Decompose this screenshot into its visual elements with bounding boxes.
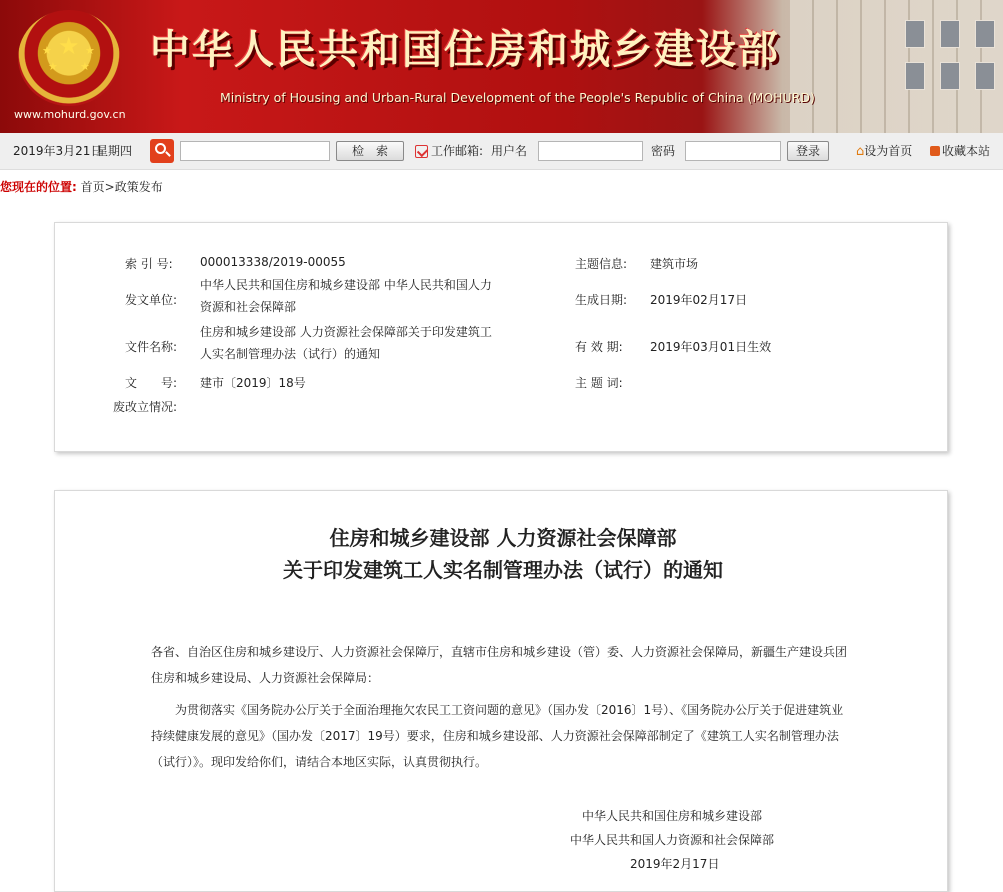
national-emblem-logo[interactable]: ★ ★ ★ ★ ★	[18, 10, 120, 106]
site-url: www.mohurd.gov.cn	[14, 108, 126, 121]
signer-mohrss: 中华人民共和国人力资源和社会保障部	[570, 833, 775, 847]
signer-mohurd: 中华人民共和国住房和城乡建设部	[582, 809, 763, 823]
site-subtitle: Ministry of Housing and Urban-Rural Development of the People's Republic of China (MOHURD)	[220, 90, 815, 105]
banner-window	[940, 62, 960, 90]
breadcrumb	[0, 178, 163, 195]
set-homepage-label: 设为首页	[864, 144, 913, 158]
signature-date: 2019年2月17日	[630, 857, 720, 871]
current-date: 2019年3月21日	[13, 144, 103, 158]
search-button[interactable]: 检 索	[336, 141, 404, 161]
document-body: 为贯彻落实《国务院办公厅关于全面治理拖欠农民工工资问题的意见》（国办发〔2016〕1号）、《国务院办公厅关于促进建筑业持续健康发展的意见》（国办发〔2017〕19号）要求，住房和城乡建设部、人力资源社会保障部制定了《建筑工人实名制管理办法（试行）》。现印发给你们，请结合本地区实际，认真贯彻执行。	[151, 703, 844, 769]
doc-number-value: 建市〔2019〕18号	[200, 376, 306, 390]
breadcrumb-current-link[interactable]: 政策发布	[114, 180, 163, 194]
email-icon	[415, 145, 428, 158]
topic-value: 建筑市场	[650, 257, 699, 271]
banner-window	[975, 20, 995, 48]
site-banner	[0, 0, 1003, 133]
document-content-panel	[54, 490, 948, 892]
banner-window	[905, 62, 925, 90]
password-label: 密码	[651, 144, 676, 158]
keywords-label: 主 题 词:	[575, 376, 623, 390]
home-icon: ⌂	[856, 144, 865, 159]
banner-building-image	[790, 0, 1003, 133]
revision-status-label: 废改立情况:	[113, 400, 178, 414]
site-title: 中华人民共和国住房和城乡建设部	[150, 26, 780, 73]
breadcrumb-separator: >	[104, 180, 115, 194]
created-date-value: 2019年02月17日	[650, 293, 748, 307]
current-weekday: 星期四	[96, 144, 133, 158]
username-input[interactable]	[538, 141, 643, 161]
bookmark-label: 收藏本站	[942, 144, 991, 158]
document-title-line1: 住房和城乡建设部 人力资源社会保障部	[329, 526, 677, 550]
breadcrumb-home-link[interactable]: 首页	[80, 180, 105, 194]
bookmark-link[interactable]	[930, 133, 990, 169]
search-handle	[165, 151, 171, 157]
document-salutation: 各省、自治区住房和城乡建设厅、人力资源社会保障厅，直辖市住房和城乡建设（管）委、人力资源社会保障局，新疆生产建设兵团住房和城乡建设局、人力资源社会保障局：	[151, 645, 848, 685]
banner-window	[975, 62, 995, 90]
document-metadata-panel	[54, 222, 948, 452]
index-number-label: 索 引 号:	[125, 257, 173, 271]
set-homepage-link[interactable]	[856, 133, 912, 170]
login-button[interactable]: 登录	[787, 141, 829, 161]
banner-window	[905, 20, 925, 48]
topic-label: 主题信息:	[575, 257, 628, 271]
document-title-line2: 关于印发建筑工人实名制管理办法（试行）的通知	[283, 558, 723, 582]
top-toolbar	[0, 133, 1003, 170]
password-input[interactable]	[685, 141, 781, 161]
created-date-label: 生成日期:	[575, 293, 628, 307]
index-number-value: 000013338/2019-00055	[200, 255, 346, 269]
effective-label: 有 效 期:	[575, 340, 623, 354]
search-icon[interactable]	[150, 139, 174, 163]
issuer-label: 发文单位:	[125, 293, 178, 307]
bookmark-icon	[930, 146, 940, 156]
doc-number-label: 文 号:	[125, 376, 178, 390]
issuer-value: 中华人民共和国住房和城乡建设部 中华人民共和国人力资源和社会保障部	[200, 278, 492, 314]
filename-value: 住房和城乡建设部 人力资源社会保障部关于印发建筑工人实名制管理办法（试行）的通知	[200, 325, 492, 361]
effective-value: 2019年03月01日生效	[650, 340, 772, 354]
banner-window	[940, 20, 960, 48]
breadcrumb-label: 您现在的位置:	[0, 180, 77, 194]
email-label: 工作邮箱:	[431, 144, 484, 158]
filename-label: 文件名称:	[125, 340, 178, 354]
search-input[interactable]	[180, 141, 330, 161]
username-label: 用户名	[491, 144, 528, 158]
